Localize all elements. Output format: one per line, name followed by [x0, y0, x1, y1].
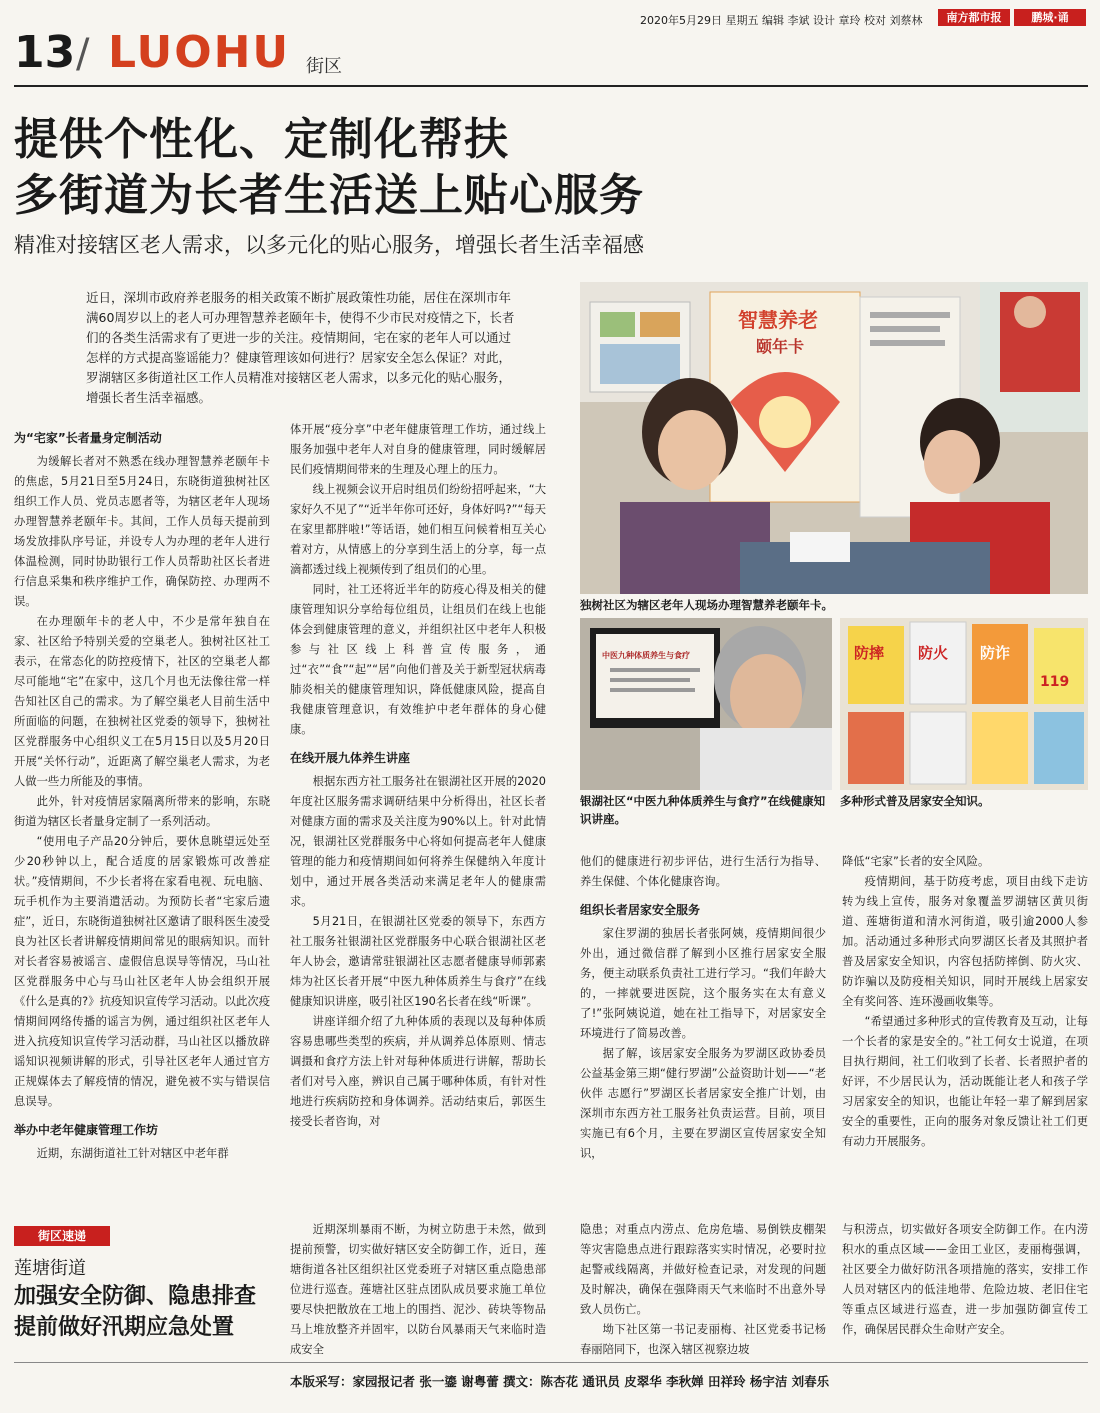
- brief-column-2: [580, 1220, 826, 1360]
- booklet-label-1: 防摔: [854, 644, 885, 662]
- main-photo: [580, 282, 1088, 594]
- headline-line1: 提供个性化、定制化帮扶: [14, 114, 509, 165]
- paragraph: 疫情期间，基于防疫考虑，项目由线下走访转为线上宣传，服务对象覆盖罗湖辖区黄贝街道、莲塘街道和清水河街道，吸引逾2000人参加。活动通过多种形式向罗湖区长者及其照护者普及居家安全知识，内容包括防摔倒、防火灾、防诈骗以及防疫相关知识，同时开展线上居家安全有奖问答、连环漫画收集等。: [842, 875, 1088, 1008]
- paragraph: 此外，针对疫情居家隔离所带来的影响，东晓街道为辖区长者量身定制了一系列活动。: [14, 795, 270, 828]
- section-heading: 在线开展九体养生讲座: [290, 751, 411, 765]
- paragraph: “使用电子产品20分钟后，要休息眺望远处至少20秒钟以上，配合适度的居家锻炼可改善症状。”疫情期间，不少长者将在家看电视、玩电脑、玩手机作为主要消遣活动。为预防长者“宅家后遗症”，近日，东晓街道独树社区邀请了眼科医生凌受良为社区长者讲解疫情期间常见的眼病知识。而针对长者容易被谣言、虚假信息误导等情况，马山社区党群服务中心与马山社区老年人协会组织开展《什么是真的?》抗疫知识宣传学习活动。以此次疫情期间网络传播的谣言为例，通过组织社区老年人进入抗疫知识宣传学习活动群，马山社区以播放辟谣知识视频讲解的形式，引导社区老年人通过官方正规媒体去了解疫情的情况，避免被不实与错误信息误导。: [14, 835, 270, 1108]
- brief-place: 莲塘街道: [14, 1258, 86, 1279]
- paragraph: 家住罗湖的独居长者张阿姨，疫情期间很少外出，通过微信群了解到小区推行居家安全服务，便主动联系负责社工进行学习。“我们年龄大的，一摔就要进医院，这个服务实在太有意义了!”张阿姨说道，她在社工指导下，对居家安全环境进行了简易改善。: [580, 927, 826, 1040]
- booklets-photo-caption: 多种形式普及居家安全知识。: [840, 794, 990, 808]
- booklet-label-4: 119: [1040, 674, 1070, 690]
- paragraph: “希望通过多种形式的宣传教育及互动，让每一个长者的家是安全的。”社工何女士说道，在项目执行期间，社工们收到了长者、长者照护者的好评，不少居民认为，活动既能让老人和孩子学习居家安全的知识，也能让年轻一辈了解到居家安全的重要性，正向的服务对象反馈让社工们更有动力开展服务。: [842, 1015, 1088, 1148]
- paragraph: 5月21日，在银湖社区党委的领导下，东西方社工服务社银湖社区党群服务中心联合银湖社区老年人协会，邀请常驻银湖社区志愿者健康导师郭素炜为社区长者开展“中医九种体质养生与食疗”在线健康知识讲座，吸引社区190名长者在线“听课”。: [290, 915, 546, 1008]
- header-rule: [14, 85, 1088, 87]
- subheadline: 精准对接辖区老人需求，以多元化的贴心服务，增强长者生活幸福感: [14, 233, 644, 257]
- lecture-photo-caption: 银湖社区“中医九种体质养生与食疗”在线健康知识讲座。: [580, 794, 826, 826]
- newspaper-logo: 南方都市报: [938, 9, 1010, 26]
- paragraph: 为缓解长者对不熟悉在线办理智慧养老颐年卡的焦虑，5月21日至5月24日，东晓街道独树社区组织工作人员、党员志愿者等，为辖区老年人现场办理智慧养老颐年卡。其间，工作人员每天提前到场发放排队序号证，并设专人为办理的老年人进行体温检测，同时协助银行工作人员帮助社区长者进行信息采集和秩序维护工作，确保防控、办理两不误。: [14, 455, 270, 608]
- column-logo: 鹏城·诵: [1014, 9, 1086, 26]
- paragraph: 降低“宅家”长者的安全风险。: [842, 855, 990, 868]
- booklet-label-3: 防诈: [980, 644, 1011, 662]
- section-title: LUOHU: [108, 27, 291, 78]
- lecture-photo: [580, 618, 832, 790]
- paragraph: 在办理颐年卡的老人中，不少是常年独自在家、社区给予特别关爱的空巢老人。独树社区社工表示，在常态化的防控疫情下，社区的空巢老人都尽可能地“宅”在家中，这几个月也无法像往常一样告知社区自己的需求。为了解空巢老人目前生活中所面临的问题，在独树社区党委的领导下，独树社区党群服务中心组织义工在5月15日以及5月20日开展“关怀行动”，近距离了解空巢老人需求，为老人做一些力所能及的事情。: [14, 615, 270, 788]
- paragraph: 根据东西方社工服务社在银湖社区开展的2020年度社区服务需求调研结果中分析得出，社区长者对健康方面的需求及关注度为90%以上。针对此情况，银湖社区党群服务中心将如何提高老年人健康管理的能力和疫情期间如何将养生保健纳入年度计划中，通过开展各类活动来满足老年人的健康需求。: [290, 775, 546, 908]
- booklet-label-2: 防火: [918, 644, 949, 662]
- brief-title-line2: 提前做好汛期应急处置: [14, 1315, 235, 1340]
- paragraph: 讲座详细介绍了九种体质的表现以及每种体质容易患哪些类型的疾病，并从调养总体原则、情志调摄和食疗方法上针对每种体质进行讲解，帮助长者们对号入座，辨识自己属于哪种体质，有针对性地进行疾病防控和身体调养。活动结束后，郭医生接受长者咨询，对: [290, 1015, 546, 1128]
- paragraph: 体开展“疫分享”中老年健康管理工作坊，通过线上服务加强中老年人对自身的健康管理，同时缓解居民们疫情期间带来的生理及心理上的压力。: [290, 423, 546, 476]
- paragraph: 近期深圳暴雨不断，为树立防患于未然，做到提前预警，切实做好辖区安全防御工作，近日，莲塘街道各社区组织社区党委班子对辖区重点隐患部位进行巡查。莲塘社区驻点团队成员要求施工单位要尽快把散放在工地上的围挡、泥沙、砖块等物品马上堆放整齐并固牢，以防台风暴雨天气来临时造成安全: [290, 1223, 546, 1356]
- poster-subtitle: 颐年卡: [756, 337, 805, 356]
- paragraph: 坳下社区第一书记麦丽梅、社区党委书记杨春丽陪同下，也深入辖区视察边坡: [580, 1323, 826, 1356]
- page-slash: /: [76, 31, 90, 77]
- paragraph: 与积涝点，切实做好各项安全防御工作。在内涝积水的重点区域——金田工业区，麦丽梅强调，社区要全力做好防汛各项措施的落实，安排工作人员对辖区内的低洼地带、危险边坡、老旧住宅等重点区域进行巡查，进一步加强防御宣传工作，确保居民群众生命财产安全。: [842, 1223, 1088, 1336]
- brief-title-line1: 加强安全防御、隐患排查: [14, 1284, 257, 1309]
- paragraph: 他们的健康进行初步评估，进行生活行为指导、养生保健、个体化健康咨询。: [580, 855, 826, 888]
- article-column-3: [580, 852, 826, 1164]
- article-column-4: [842, 852, 1088, 1152]
- screen-text: 中医九种体质养生与食疗: [602, 651, 690, 660]
- paragraph: 近期，东湖街道社工针对辖区中老年群: [36, 1147, 229, 1160]
- page-number: 13: [14, 27, 76, 78]
- section-heading: 为“宅家”长者量身定制活动: [14, 431, 162, 445]
- poster-title: 智慧养老: [738, 308, 818, 332]
- article-column-1: [14, 420, 270, 1164]
- paragraph: 同时，社工还将近半年的防疫心得及相关的健康管理知识分享给每位组员，让组员们在线上也能体会到健康管理的意义，并组织社区中老年人积极参与社区线上科普宣传服务，通过“衣”“食”“起”“居”向他们普及关于新型冠状病毒肺炎相关的健康管理知识，降低健康风险，提高自我健康管理意识，有效维护中老年群体的身心健康。: [290, 583, 546, 736]
- brief-column-3: [842, 1220, 1088, 1340]
- booklets-photo: [840, 618, 1088, 790]
- byline-credits: 本版采写：家园报记者 张一鎏 谢粤蕾 撰文：陈杏花 通讯员 皮翠华 李秋婵 田祥玲 杨宇洁 刘春乐: [290, 1374, 830, 1389]
- headline-line2: 多街道为长者生活送上贴心服务: [14, 170, 644, 221]
- brief-tag: 街区速递: [14, 1226, 110, 1246]
- paragraph: 据了解，该居家安全服务为罗湖区政协委员公益基金第三期“健行罗湖”公益资助计划——“老伙伴 志愿行”罗湖区长者居家安全推广计划，由深圳市东西方社工服务社负责运营。目前，项目实施已有6个月，主要在罗湖区宣传居家安全知识，: [580, 1047, 826, 1160]
- brief-column-1: [290, 1220, 546, 1360]
- paragraph: 线上视频会议开启时组员们纷纷招呼起来，“大家好久不见了”“近半年你可还好，身体好吗?”“每天在家里都胖啦!”等话语，她们相互问候着相互关心着对方，从情感上的分享到生活上的分享，每一点滴都透过线上视频传到了组员们的心里。: [290, 483, 546, 576]
- footer-rule: [14, 1362, 1088, 1363]
- subsection-title: 街区: [306, 56, 342, 77]
- main-photo-caption: 独树社区为辖区老年人现场办理智慧养老颐年卡。: [580, 598, 833, 612]
- section-heading: 组织长者居家安全服务: [580, 903, 701, 917]
- issue-date-line: 2020年5月29日 星期五 编辑 李斌 设计 章玲 校对 刘蔡林: [640, 14, 923, 27]
- lead-paragraph: 近日，深圳市政府养老服务的相关政策不断扩展政策性功能，居住在深圳市年满60周岁以上的老人可办理智慧养老颐年卡，使得不少市民对疫情之下，长者们的各类生活需求有了更进一步的关注。疫情期间，宅在家的老年人可以通过怎样的方式提高鉴谣能力？健康管理该如何进行？居家安全怎么保证？对此，罗湖辖区多街道社区工作人员精准对接辖区老人需求，以多元化的贴心服务，增强长者生活幸福感。: [86, 290, 515, 405]
- paragraph: 隐患；对重点内涝点、危房危墙、易倒铁皮棚架等灾害隐患点进行跟踪落实实时情况，必要时拉起警戒线隔离，并做好检查记录，对发现的问题及时解决，确保在强降雨天气来临时不出意外导致人员伤亡。: [580, 1223, 826, 1316]
- article-column-2: [290, 420, 546, 1132]
- section-heading: 举办中老年健康管理工作坊: [14, 1123, 159, 1137]
